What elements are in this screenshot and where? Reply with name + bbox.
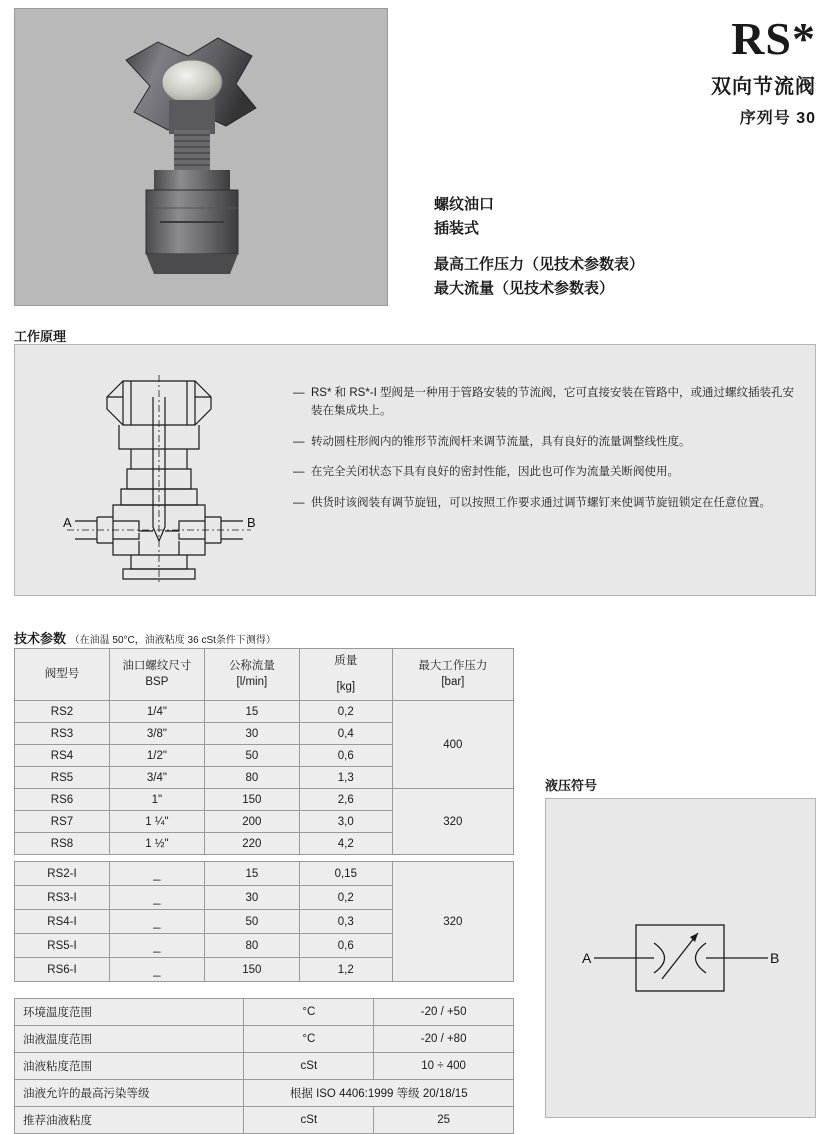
cell-pressure-group1: 400: [392, 701, 513, 789]
cell-model: RS6-I: [15, 958, 110, 982]
principle-panel: [14, 344, 816, 596]
tech-title-text: 技术参数: [14, 631, 67, 646]
principle-bullet-list: [293, 385, 798, 526]
spec-cartridge: 插装式: [434, 220, 480, 237]
cell-flow: 50: [204, 745, 299, 767]
bullet-text: 在完全关闭状态下具有良好的密封性能，因此也可作为流量关断阀使用。: [311, 466, 679, 479]
cell-condition-unit: cSt: [244, 1107, 374, 1134]
cell-mass: 2,6: [299, 789, 392, 811]
symbol-port-a-label: A: [581, 950, 591, 966]
bullet-dash-icon: —: [293, 497, 305, 510]
list-item: [293, 385, 798, 421]
cell-bsp: 3/8": [109, 723, 204, 745]
cell-flow: 150: [204, 789, 299, 811]
tech-section-title: [14, 628, 276, 647]
cell-bsp: 3/4": [109, 767, 204, 789]
cell-condition-value: 10 ÷ 400: [374, 1053, 514, 1080]
header-bsp-line1: 油口螺纹尺寸: [122, 659, 192, 672]
cell-bsp: _: [109, 910, 204, 934]
principle-section-title: 工作原理: [14, 329, 67, 344]
product-photo: [14, 8, 388, 306]
header-specs: [434, 193, 824, 301]
principle-port-b-label: B: [247, 515, 256, 530]
cell-model: RS2: [15, 701, 110, 723]
table-row: [15, 789, 514, 811]
cell-condition-value: 25: [374, 1107, 514, 1134]
header-mass-line2: [kg]: [336, 680, 356, 693]
product-serial: 序列号 30: [739, 110, 816, 127]
cell-condition-unit: cSt: [244, 1053, 374, 1080]
cell-bsp: 1 ½": [109, 833, 204, 855]
cell-model: RS2-I: [15, 862, 110, 886]
bullet-dash-icon: —: [293, 435, 305, 448]
symbol-section-title: 液压符号: [545, 778, 598, 793]
cell-model: RS7: [15, 811, 110, 833]
page-header: [14, 8, 816, 308]
cell-mass: 0,2: [299, 701, 392, 723]
cell-flow: 80: [204, 767, 299, 789]
cell-model: RS6: [15, 789, 110, 811]
cell-mass: 0,2: [299, 886, 392, 910]
hydraulic-symbol-diagram: [576, 903, 786, 1013]
header-pressure-line1: 最大工作压力: [418, 659, 488, 672]
operating-conditions-table: [14, 998, 514, 1134]
cell-condition-label: 推荐油液粘度: [15, 1107, 244, 1134]
cell-model: RS5: [15, 767, 110, 789]
bullet-text: 供货时该阀装有调节旋钮，可以按照工作要求通过调节螺钉来使调节旋钮锁定在任意位置。: [311, 497, 771, 510]
cell-flow: 200: [204, 811, 299, 833]
cell-flow: 80: [204, 934, 299, 958]
valve-photo-image: [76, 22, 326, 292]
title-block: [416, 13, 816, 128]
cell-mass: 0,4: [299, 723, 392, 745]
cell-bsp: _: [109, 958, 204, 982]
cell-pressure-group3: 320: [392, 862, 513, 982]
spec-max-pressure: 最高工作压力（见技术参数表）: [434, 256, 645, 273]
tech-parameters-table: [14, 648, 514, 982]
header-flow: [204, 649, 299, 701]
cell-model: RS3: [15, 723, 110, 745]
cell-model: RS4-I: [15, 910, 110, 934]
cell-flow: 220: [204, 833, 299, 855]
cell-condition-label: 油液温度范围: [15, 1026, 244, 1053]
cell-bsp: _: [109, 862, 204, 886]
table-row: [15, 862, 514, 886]
cell-mass: 1,2: [299, 958, 392, 982]
cell-mass: 3,0: [299, 811, 392, 833]
tech-title-note: （在油温 50°C，油液粘度 36 cSt条件下测得）: [69, 635, 276, 646]
bullet-text: RS* 和 RS*-I 型阀是一种用于管路安装的节流阀，它可直接安装在管路中，或通过螺纹插装孔安装在集成块上。: [311, 387, 795, 417]
cell-mass: 1,3: [299, 767, 392, 789]
cell-bsp: 1 ¼": [109, 811, 204, 833]
cell-bsp: _: [109, 886, 204, 910]
cell-pressure-group2: 320: [392, 789, 513, 855]
table-row: [15, 1026, 514, 1053]
header-bsp: [109, 649, 204, 701]
cell-model: RS5-I: [15, 934, 110, 958]
cell-flow: 50: [204, 910, 299, 934]
valve-cross-section-drawing: [35, 355, 285, 585]
header-flow-line1: 公称流量: [228, 659, 275, 672]
table-row: [15, 701, 514, 723]
spec-max-flow: 最大流量（见技术参数表）: [434, 280, 615, 297]
header-mass: [299, 649, 392, 701]
table-header-row: [15, 649, 514, 701]
cell-flow: 15: [204, 862, 299, 886]
cell-flow: 150: [204, 958, 299, 982]
product-title: RS*: [731, 13, 816, 64]
cell-bsp: _: [109, 934, 204, 958]
bullet-dash-icon: —: [293, 387, 305, 399]
header-model: 阀型号: [15, 649, 110, 701]
header-bsp-line2: BSP: [145, 675, 169, 688]
cell-bsp: 1/2": [109, 745, 204, 767]
table-row: [15, 1080, 514, 1107]
list-item: [293, 464, 798, 482]
list-item: [293, 495, 798, 513]
table-row: [15, 999, 514, 1026]
bullet-text: 转动圆柱形阀内的锥形节流阀杆来调节流量，具有良好的流量调整线性度。: [311, 435, 691, 448]
cell-condition-unit: °C: [244, 1026, 374, 1053]
cell-flow: 30: [204, 723, 299, 745]
cell-condition-label: 环境温度范围: [15, 999, 244, 1026]
product-subtitle: 双向节流阀: [711, 76, 816, 98]
table-row: [15, 1053, 514, 1080]
cell-condition-value: -20 / +80: [374, 1026, 514, 1053]
principle-port-a-label: A: [63, 515, 72, 530]
cell-mass: 0,6: [299, 745, 392, 767]
cell-condition-value: 根据 ISO 4406:1999 等级 20/18/15: [244, 1080, 514, 1107]
list-item: [293, 434, 798, 452]
cell-flow: 30: [204, 886, 299, 910]
header-pressure: [392, 649, 513, 701]
cell-model: RS3-I: [15, 886, 110, 910]
hydraulic-symbol-panel: [545, 798, 816, 1118]
cell-model: RS8: [15, 833, 110, 855]
symbol-port-b-label: B: [769, 950, 779, 966]
bullet-dash-icon: —: [293, 466, 305, 479]
table-group-spacer: [15, 855, 514, 862]
table-row: [15, 1107, 514, 1134]
cell-bsp: 1": [109, 789, 204, 811]
cell-condition-label: 油液允许的最高污染等级: [15, 1080, 244, 1107]
cell-mass: 4,2: [299, 833, 392, 855]
cell-model: RS4: [15, 745, 110, 767]
header-mass-line1: 质量: [334, 654, 358, 667]
cell-condition-label: 油液粘度范围: [15, 1053, 244, 1080]
cell-bsp: 1/4": [109, 701, 204, 723]
header-flow-line2: [l/min]: [236, 675, 268, 688]
cell-condition-value: -20 / +50: [374, 999, 514, 1026]
spec-thread-port: 螺纹油口: [434, 196, 495, 213]
cell-mass: 0,6: [299, 934, 392, 958]
cell-flow: 15: [204, 701, 299, 723]
cell-mass: 0,3: [299, 910, 392, 934]
cell-mass: 0,15: [299, 862, 392, 886]
cell-condition-unit: °C: [244, 999, 374, 1026]
header-pressure-line2: [bar]: [441, 675, 465, 688]
